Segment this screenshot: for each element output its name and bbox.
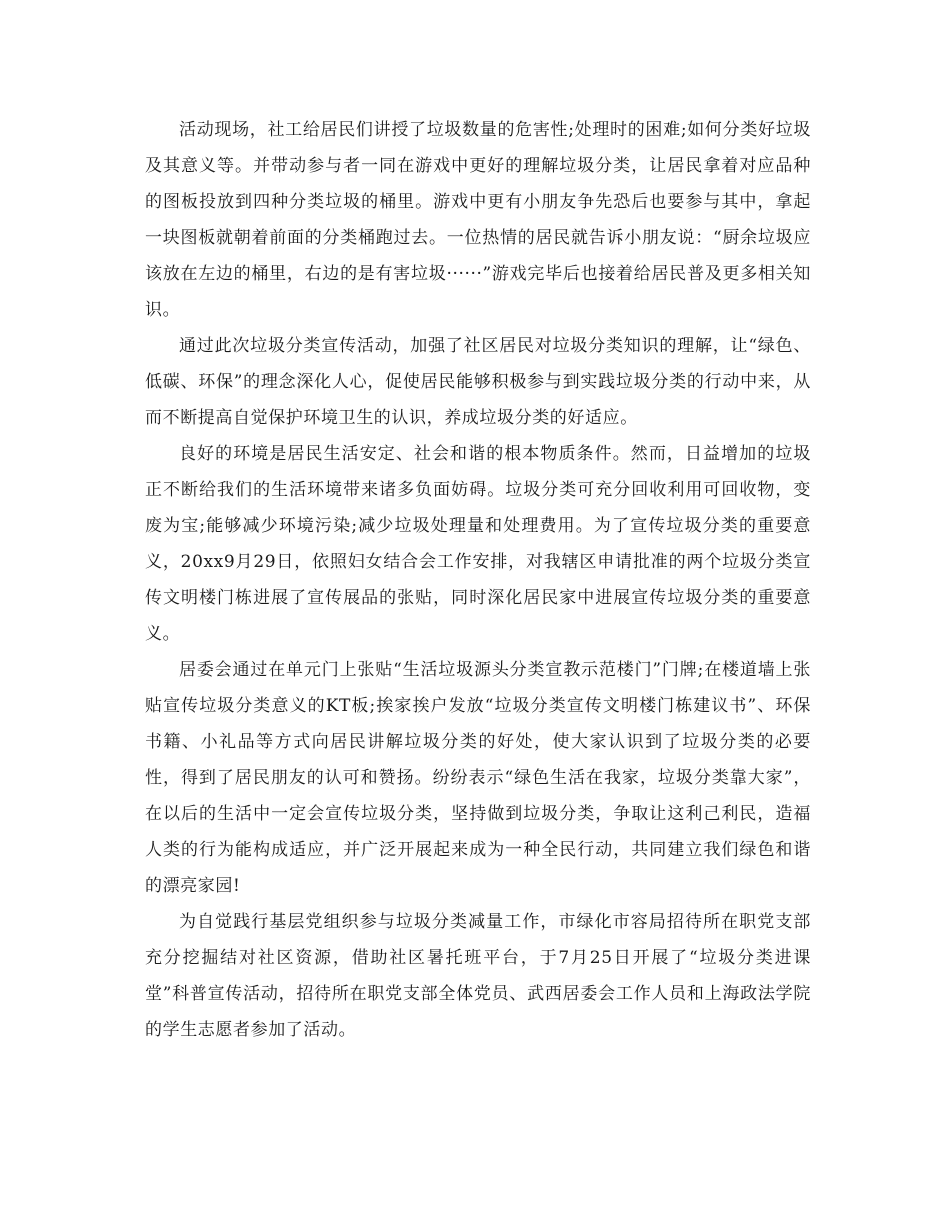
paragraph-2: 通过此次垃圾分类宣传活动，加强了社区居民对垃圾分类知识的理解，让“绿色、低碳、环保”的理念深化人心，促使居民能够积极参与到实践垃圾分类的行动中来，从而不断提高自觉保护环境卫生的认识，养成垃圾分类的好适应。	[145, 336, 811, 428]
paragraph-1: 活动现场，社工给居民们讲授了垃圾数量的危害性;处理时的困难;如何分类好垃圾及其意义等。并带动参与者一同在游戏中更好的理解垃圾分类，让居民拿着对应品种的图板投放到四种分类垃圾的桶里。游戏中更有小朋友争先恐后也要参与其中，拿起一块图板就朝着前面的分类桶跑过去。一位热情的居民就告诉小朋友说：“厨余垃圾应该放在左边的桶里，右边的是有害垃圾······”游戏完毕后也接着给居民普及更多相关知识。	[145, 120, 811, 320]
paragraph-4: 居委会通过在单元门上张贴“生活垃圾源头分类宣教示范楼门”门牌;在楼道墙上张贴宣传垃圾分类意义的KT板;挨家挨户发放“垃圾分类宣传文明楼门栋建议书”、环保书籍、小礼品等方式向居民讲解垃圾分类的好处，使大家认识到了垃圾分类的必要性，得到了居民朋友的认可和赞扬。纷纷表示“绿色生活在我家，垃圾分类靠大家”，在以后的生活中一定会宣传垃圾分类，坚持做到垃圾分类，争取让这利己利民，造福人类的行为能构成适应，并广泛开展起来成为一种全民行动，共同建立我们绿色和谐的漂亮家园!	[145, 660, 811, 896]
paragraph-5: 为自觉践行基层党组织参与垃圾分类减量工作，市绿化市容局招待所在职党支部充分挖掘结对社区资源，借助社区暑托班平台，于7月25日开展了“垃圾分类进课堂”科普宣传活动，招待所在职党支部全体党员、武西居委会工作人员和上海政法学院的学生志愿者参加了活动。	[145, 912, 811, 1040]
paragraph-3: 良好的环境是居民生活安定、社会和谐的根本物质条件。然而，日益增加的垃圾正不断给我们的生活环境带来诸多负面妨碍。垃圾分类可充分回收利用可回收物，变废为宝;能够减少环境污染;减少垃圾处理量和处理费用。为了宣传垃圾分类的重要意义，20xx9月29日，依照妇女结合会工作安排，对我辖区申请批准的两个垃圾分类宣传文明楼门栋进展了宣传展品的张贴，同时深化居民家中进展宣传垃圾分类的重要意义。	[145, 444, 811, 644]
document-page	[145, 112, 811, 1048]
